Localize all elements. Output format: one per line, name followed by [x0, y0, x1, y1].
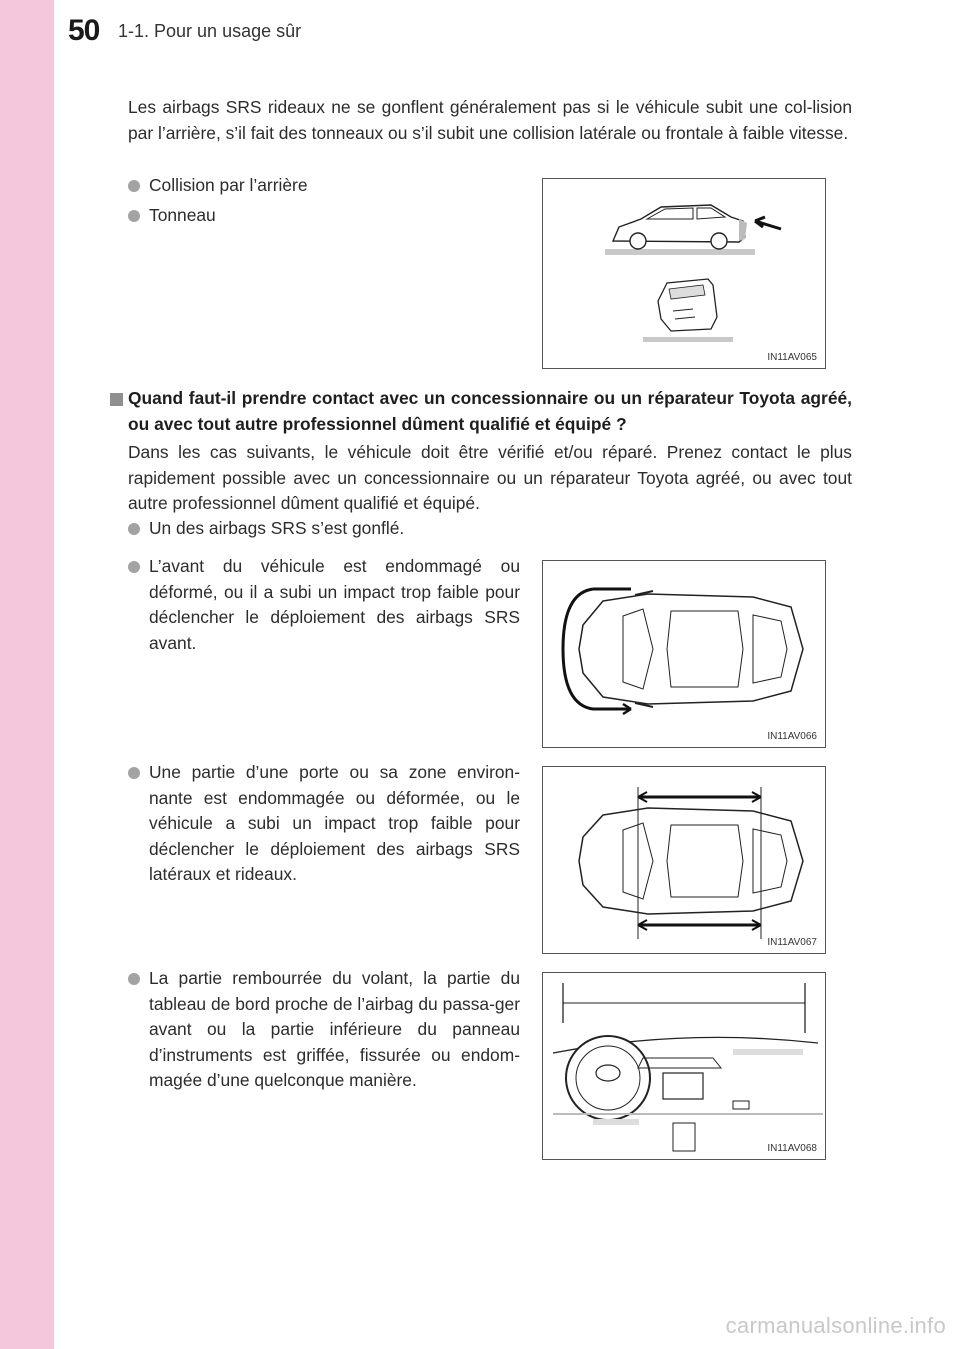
intro-paragraph: Les airbags SRS rideaux ne se gonflent généralement pas si le véhicule subit une col-lision par l’arrière, s’il fait des tonneaux ou s’il subit une collision latérale ou frontale à faible vitesse. — [128, 97, 852, 143]
section-heading: Quand faut-il prendre contact avec un concessionnaire ou un réparateur Toyota agréé, ou avec tout autre professionnel dûment qualifié et équipé ? — [128, 388, 852, 434]
figure-dashboard — [542, 972, 826, 1160]
bullet-dot-icon — [128, 767, 140, 779]
bullet-dot-icon — [128, 561, 140, 573]
figure-rear-collision — [542, 178, 826, 369]
square-bullet-icon — [110, 393, 123, 406]
bullet-text: Un des airbags SRS s’est gonflé. — [149, 518, 405, 538]
bullet-text: Une partie d’une porte ou sa zone environ-nante est endommagée ou déformée, ou le véhicule a subi un impact trop faible pour déclencher le déploiement des airbags SRS latéraux et rideaux. — [149, 762, 520, 884]
car-side-damage-icon — [543, 767, 825, 953]
bullet-dot-icon — [128, 973, 140, 985]
bullet-dot-icon — [128, 180, 140, 192]
figure-code: IN11AV068 — [767, 1143, 817, 1154]
figure-side-damage — [542, 766, 826, 954]
figure-code: IN11AV067 — [767, 937, 817, 948]
bullet-text: La partie rembourrée du volant, la partie du tableau de bord proche de l’airbag du passa-ger avant ou la partie inférieure du panneau d’instruments est griffée, fissurée ou endom-magée d’une quelconque manière. — [149, 968, 520, 1090]
bullet-item — [128, 554, 520, 656]
bullet-item — [128, 966, 520, 1094]
bullet-item — [128, 760, 520, 888]
car-rear-collision-rollover-icon — [543, 179, 825, 368]
bullet-text: Collision par l’arrière — [149, 175, 308, 195]
bullet-text: Tonneau — [149, 205, 216, 225]
bullet-item — [128, 203, 508, 229]
page-number: 50 — [68, 14, 100, 47]
pink-sidebar — [0, 0, 54, 1349]
bullet-item — [128, 516, 852, 542]
figure-code: IN11AV065 — [767, 352, 817, 363]
bullet-dot-icon — [128, 523, 140, 535]
figure-front-damage — [542, 560, 826, 748]
car-front-damage-icon — [543, 561, 825, 747]
dashboard-icon — [543, 973, 825, 1159]
bullet-text: L’avant du véhicule est endommagé ou déformé, ou il a subi un impact trop faible pour déclencher le déploiement des airbags SRS avant. — [149, 556, 520, 653]
figure-code: IN11AV066 — [767, 731, 817, 742]
watermark-text: carmanualsonline.info — [725, 1313, 946, 1338]
bullet-dot-icon — [128, 210, 140, 222]
section-body: Dans les cas suivants, le véhicule doit être vérifié et/ou réparé. Prenez contact le plus rapidement possible avec un concessionnaire ou un réparateur Toyota agréé, ou avec tout autre professionnel dûment qualifié et équipé. — [128, 442, 852, 513]
bullet-item — [128, 173, 508, 199]
section-title: 1-1. Pour un usage sûr — [118, 21, 302, 41]
